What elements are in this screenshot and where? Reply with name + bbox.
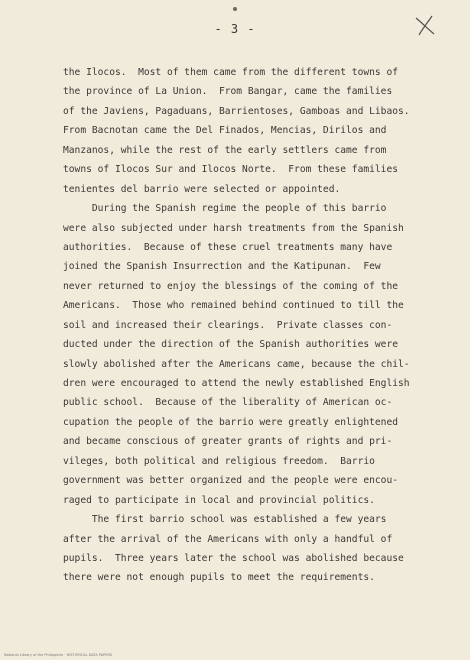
archive-footer: National Library of the Philippines · HISTORICAL DATA PAPERS: [4, 653, 113, 657]
text-line: public school. Because of the liberality of American oc-: [63, 397, 393, 409]
punch-hole-mark: [233, 7, 237, 11]
text-line: slowly abolished after the Americans came, because the chil-: [63, 358, 410, 370]
page-number: - 3 -: [214, 22, 256, 36]
text-line: of the Javiens, Pagaduans, Barrientoses, Gamboas and Libaos.: [63, 105, 410, 117]
text-line: never returned to enjoy the blessings of the coming of the: [63, 280, 399, 292]
text-line: vileges, both political and religious freedom. Barrio: [63, 455, 375, 467]
text-line: and became conscious of greater grants of rights and pri-: [63, 436, 393, 448]
text-line: dren were encouraged to attend the newly established English: [63, 378, 410, 389]
text-line: authorities. Because of these cruel treatments many have: [63, 241, 393, 253]
text-line: pupils. Three years later the school was abolished because: [63, 552, 404, 564]
handwritten-check-icon: [414, 14, 436, 36]
text-line: were also subjected under harsh treatments from the Spanish: [63, 222, 404, 234]
typed-body-text: [63, 63, 423, 588]
text-line: Manzanos, while the rest of the early settlers came from: [63, 144, 387, 156]
text-line: there were not enough pupils to meet the requirements.: [63, 572, 375, 584]
text-line: the Ilocos. Most of them came from the different towns of: [63, 67, 399, 78]
text-line: Americans. Those who remained behind continued to till the: [63, 300, 404, 312]
text-line: The first barrio school was established a few years: [63, 514, 387, 526]
text-line: after the arrival of the Americans with only a handful of: [63, 533, 393, 545]
text-line: soil and increased their clearings. Private classes con-: [63, 319, 393, 331]
text-line: cupation the people of the barrio were greatly enlightened: [63, 416, 399, 428]
text-line: raged to participate in local and provincial politics.: [63, 494, 375, 506]
text-line: During the Spanish regime the people of this barrio: [63, 203, 387, 215]
text-line: towns of Ilocos Sur and Ilocos Norte. From these families: [63, 164, 399, 176]
text-line: tenientes del barrio were selected or appointed.: [63, 183, 341, 195]
text-line: joined the Spanish Insurrection and the Katipunan. Few: [63, 261, 381, 273]
text-line: ducted under the direction of the Spanish authorities were: [63, 339, 399, 351]
text-line: government was better organized and the people were encou-: [63, 475, 399, 487]
text-line: the province of La Union. From Bangar, came the families: [63, 86, 393, 98]
text-line: From Bacnotan came the Del Finados, Mencias, Dirilos and: [63, 125, 387, 137]
